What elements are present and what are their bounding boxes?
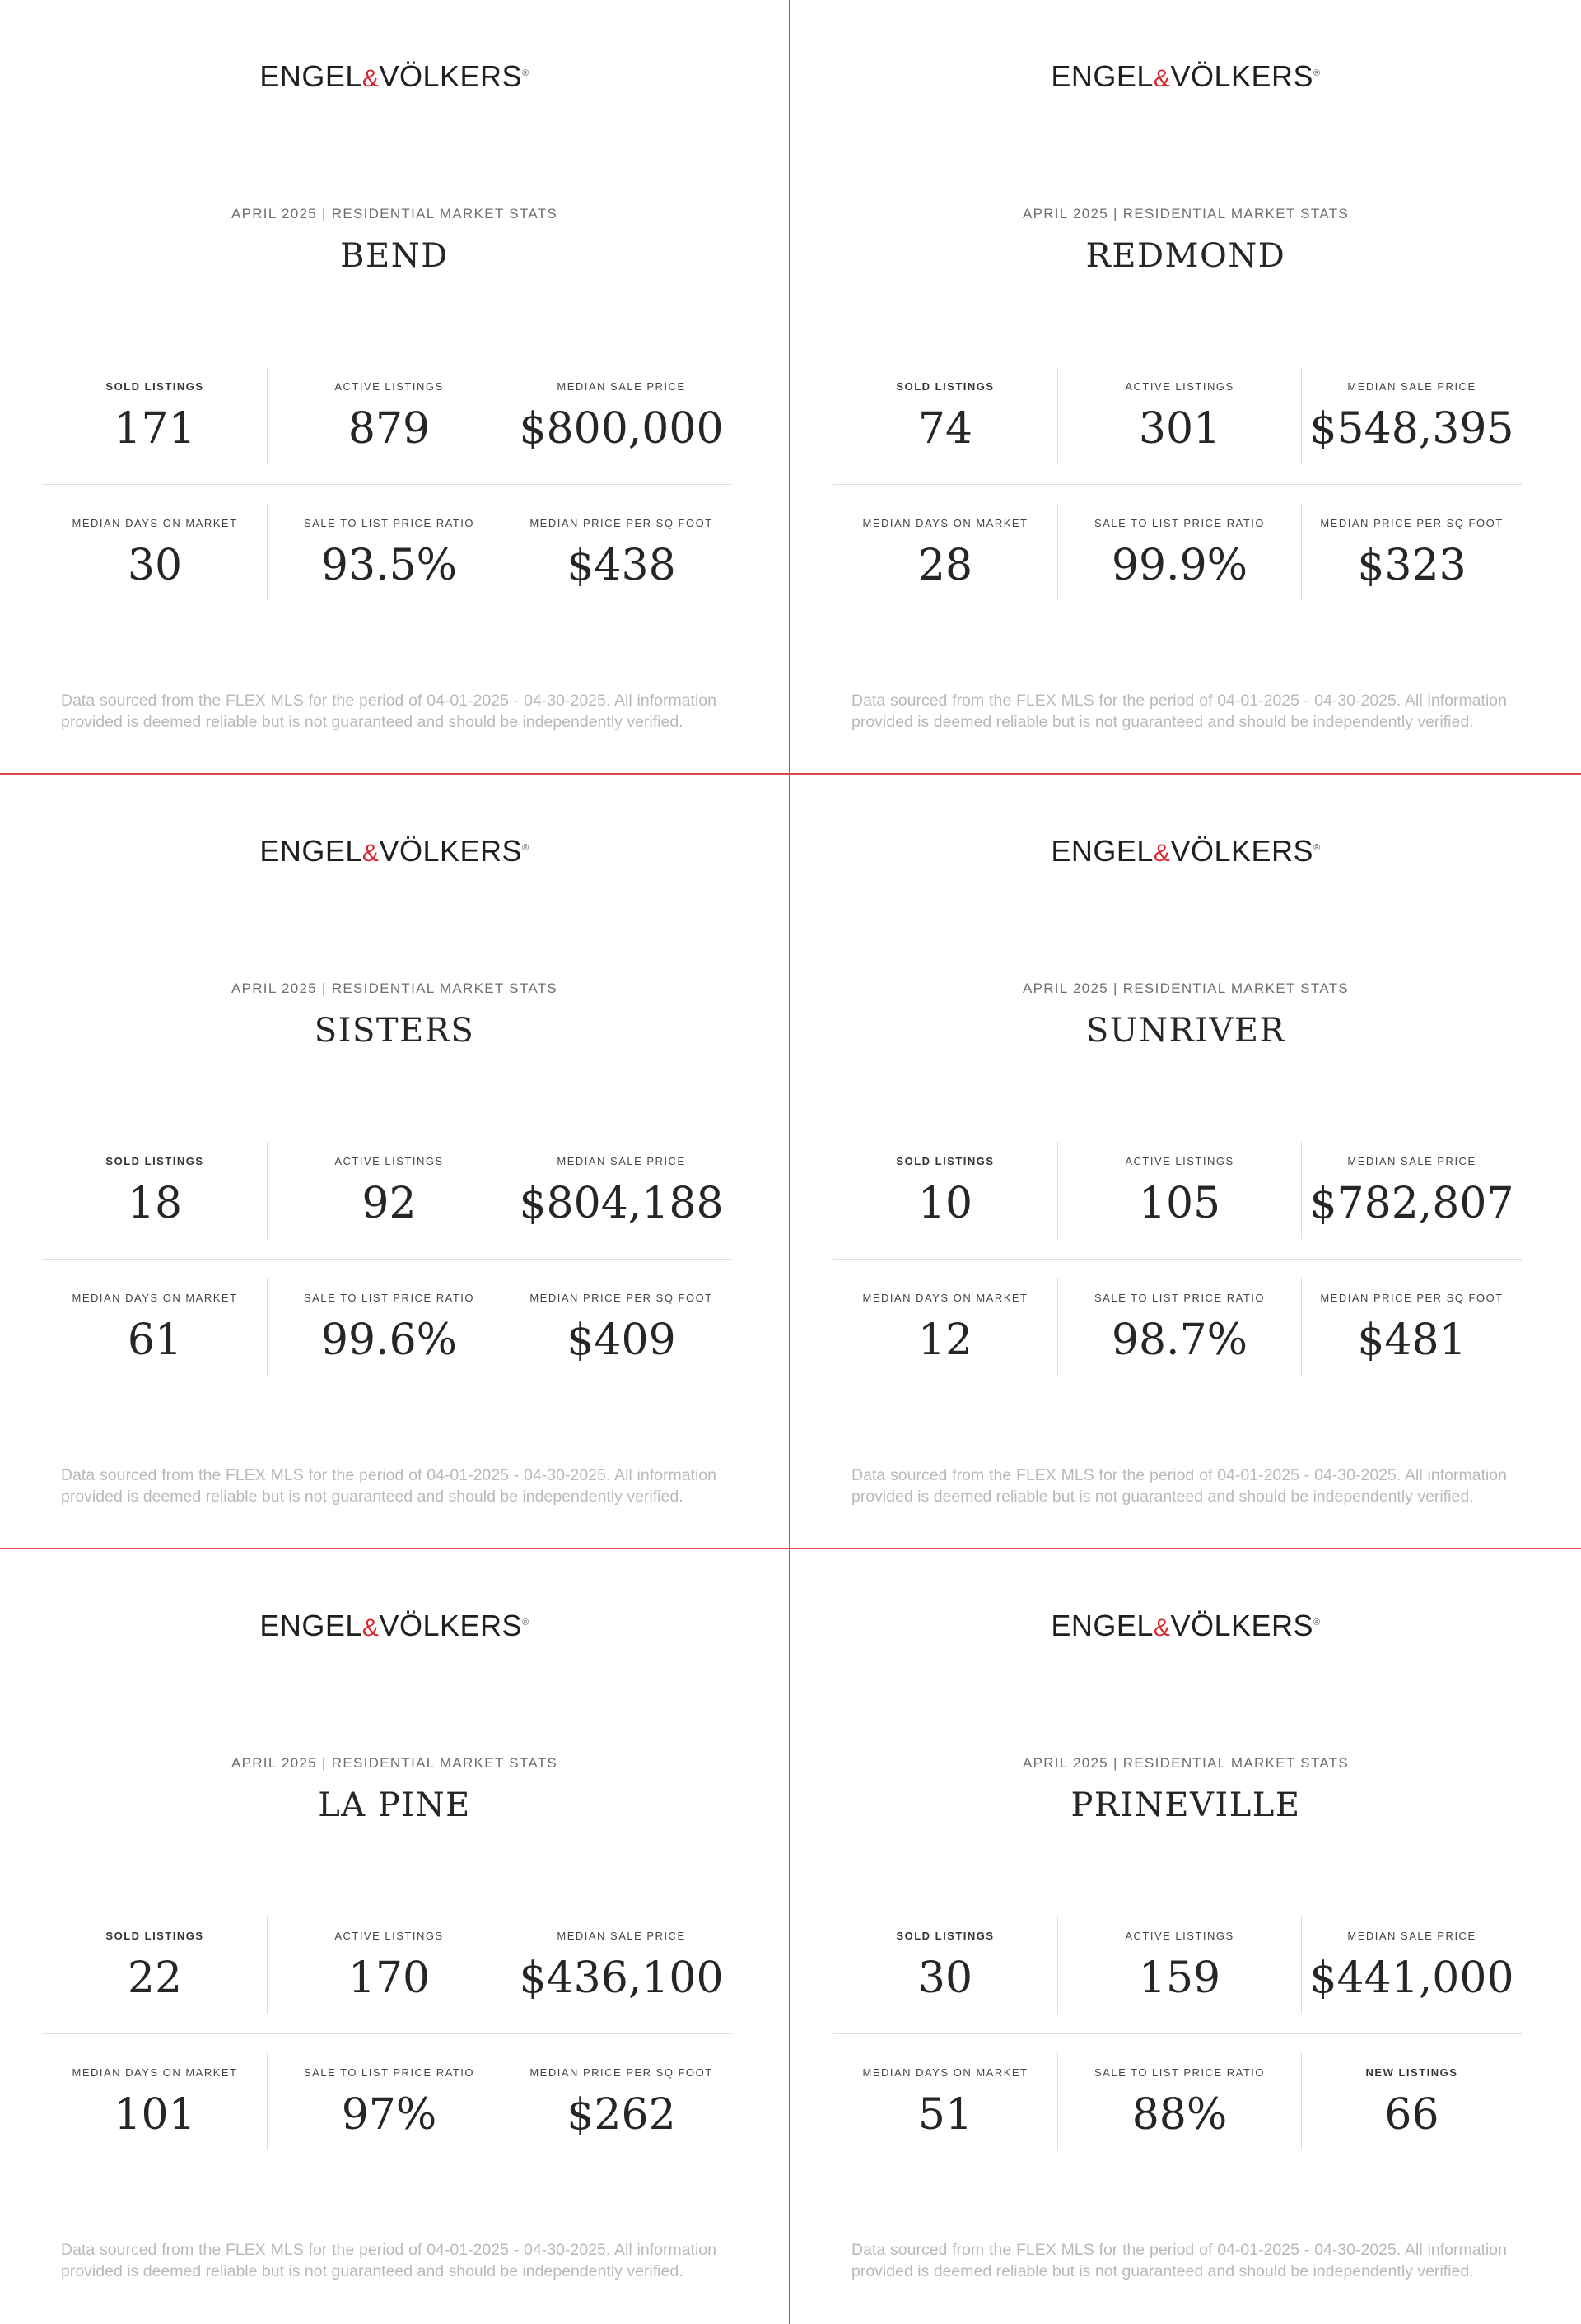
stat-active-listings: ACTIVE LISTINGS 92 [267, 1142, 511, 1239]
stat-median-days-on-market: MEDIAN DAYS ON MARKET 12 [862, 1292, 1028, 1365]
stat-median-sale-price: MEDIAN SALE PRICE $548,395 [1301, 367, 1522, 464]
market-card-la-pine [0, 1549, 790, 2324]
stat-sale-to-list-ratio: SALE TO LIST PRICE RATIO 98.7% [1057, 1278, 1301, 1376]
report-eyebrow: APRIL 2025 | RESIDENTIAL MARKET STATS [1022, 980, 1350, 996]
brand-logo: ENGEL&VÖLKERS® [1051, 59, 1321, 93]
city-title: BEND [340, 237, 449, 275]
brand-logo: ENGEL&VÖLKERS® [259, 59, 529, 93]
stat-sold-listings: SOLD LISTINGS 74 [896, 380, 995, 454]
stat-median-sale-price: MEDIAN SALE PRICE $800,000 [511, 367, 731, 464]
report-eyebrow: APRIL 2025 | RESIDENTIAL MARKET STATS [1022, 206, 1350, 221]
stat-median-days-on-market: MEDIAN DAYS ON MARKET 101 [72, 2066, 238, 2140]
stat-sold-listings: SOLD LISTINGS 10 [896, 1155, 995, 1228]
stat-median-price-per-sqft: MEDIAN PRICE PER SQ FOOT $262 [511, 2053, 731, 2150]
stat-median-sale-price: MEDIAN SALE PRICE $436,100 [511, 1916, 731, 2014]
data-disclaimer: Data sourced from the FLEX MLS for the period of 04-01-2025 - 04-30-2025. All information provided is deemed reliable but is not guaranteed and should be independently verified. [61, 692, 716, 731]
city-title: SUNRIVER [1085, 1012, 1286, 1050]
brand-logo: ENGEL&VÖLKERS® [259, 834, 529, 868]
stat-median-price-per-sqft: MEDIAN PRICE PER SQ FOOT $438 [511, 504, 731, 601]
stat-sale-to-list-ratio: SALE TO LIST PRICE RATIO 99.9% [1057, 504, 1301, 601]
data-disclaimer: Data sourced from the FLEX MLS for the period of 04-01-2025 - 04-30-2025. All information provided is deemed reliable but is not guaranteed and should be independently verified. [851, 1466, 1507, 1506]
city-title: PRINEVILLE [1070, 1786, 1301, 1824]
stat-median-sale-price: MEDIAN SALE PRICE $441,000 [1301, 1916, 1522, 2014]
data-disclaimer: Data sourced from the FLEX MLS for the period of 04-01-2025 - 04-30-2025. All information provided is deemed reliable but is not guaranteed and should be independently verified. [851, 2241, 1507, 2280]
data-disclaimer: Data sourced from the FLEX MLS for the period of 04-01-2025 - 04-30-2025. All information provided is deemed reliable but is not guaranteed and should be independently verified. [61, 1466, 716, 1506]
city-title: SISTERS [314, 1012, 475, 1050]
market-card-bend [0, 0, 790, 775]
stat-median-price-per-sqft: MEDIAN PRICE PER SQ FOOT $481 [1301, 1278, 1522, 1376]
stat-median-days-on-market: MEDIAN DAYS ON MARKET 30 [72, 517, 238, 590]
brand-logo: ENGEL&VÖLKERS® [1051, 1609, 1321, 1642]
stats-divider [43, 2033, 731, 2034]
stat-sold-listings: SOLD LISTINGS 171 [105, 380, 204, 454]
market-card-sisters [0, 775, 790, 1549]
stat-sale-to-list-ratio: SALE TO LIST PRICE RATIO 99.6% [267, 1278, 511, 1376]
stat-active-listings: ACTIVE LISTINGS 105 [1057, 1142, 1301, 1239]
stats-divider [833, 2033, 1522, 2034]
data-disclaimer: Data sourced from the FLEX MLS for the period of 04-01-2025 - 04-30-2025. All information provided is deemed reliable but is not guaranteed and should be independently verified. [851, 692, 1507, 731]
stat-active-listings: ACTIVE LISTINGS 879 [267, 367, 511, 464]
stat-active-listings: ACTIVE LISTINGS 301 [1057, 367, 1301, 464]
brand-logo: ENGEL&VÖLKERS® [259, 1609, 529, 1642]
stat-sold-listings: SOLD LISTINGS 22 [105, 1930, 204, 2003]
stats-divider [43, 1259, 731, 1260]
market-card-redmond [790, 0, 1581, 775]
stats-divider [833, 1259, 1522, 1260]
stat-sale-to-list-ratio: SALE TO LIST PRICE RATIO 97% [267, 2053, 511, 2150]
stats-divider [833, 484, 1522, 485]
stat-median-days-on-market: MEDIAN DAYS ON MARKET 28 [862, 517, 1028, 590]
report-eyebrow: APRIL 2025 | RESIDENTIAL MARKET STATS [231, 980, 558, 996]
city-title: LA PINE [318, 1786, 471, 1824]
market-card-prineville [790, 1549, 1581, 2324]
stat-sale-to-list-ratio: SALE TO LIST PRICE RATIO 93.5% [267, 504, 511, 601]
stat-sold-listings: SOLD LISTINGS 30 [896, 1930, 995, 2003]
stat-median-days-on-market: MEDIAN DAYS ON MARKET 61 [72, 1292, 238, 1365]
report-eyebrow: APRIL 2025 | RESIDENTIAL MARKET STATS [1022, 1755, 1350, 1771]
stat-median-days-on-market: MEDIAN DAYS ON MARKET 51 [862, 2066, 1028, 2140]
stats-divider [43, 484, 731, 485]
stat-new-listings: NEW LISTINGS 66 [1301, 2053, 1522, 2150]
data-disclaimer: Data sourced from the FLEX MLS for the period of 04-01-2025 - 04-30-2025. All information provided is deemed reliable but is not guaranteed and should be independently verified. [61, 2241, 716, 2280]
stat-median-sale-price: MEDIAN SALE PRICE $804,188 [511, 1142, 731, 1239]
stat-median-price-per-sqft: MEDIAN PRICE PER SQ FOOT $323 [1301, 504, 1522, 601]
stat-active-listings: ACTIVE LISTINGS 170 [267, 1916, 511, 2014]
stat-active-listings: ACTIVE LISTINGS 159 [1057, 1916, 1301, 2014]
stat-sale-to-list-ratio: SALE TO LIST PRICE RATIO 88% [1057, 2053, 1301, 2150]
stat-median-sale-price: MEDIAN SALE PRICE $782,807 [1301, 1142, 1522, 1239]
report-eyebrow: APRIL 2025 | RESIDENTIAL MARKET STATS [231, 1755, 558, 1771]
stat-sold-listings: SOLD LISTINGS 18 [105, 1155, 204, 1228]
market-card-sunriver [790, 775, 1581, 1549]
stat-median-price-per-sqft: MEDIAN PRICE PER SQ FOOT $409 [511, 1278, 731, 1376]
report-eyebrow: APRIL 2025 | RESIDENTIAL MARKET STATS [231, 206, 558, 221]
brand-logo: ENGEL&VÖLKERS® [1051, 834, 1321, 868]
city-title: REDMOND [1085, 237, 1286, 275]
